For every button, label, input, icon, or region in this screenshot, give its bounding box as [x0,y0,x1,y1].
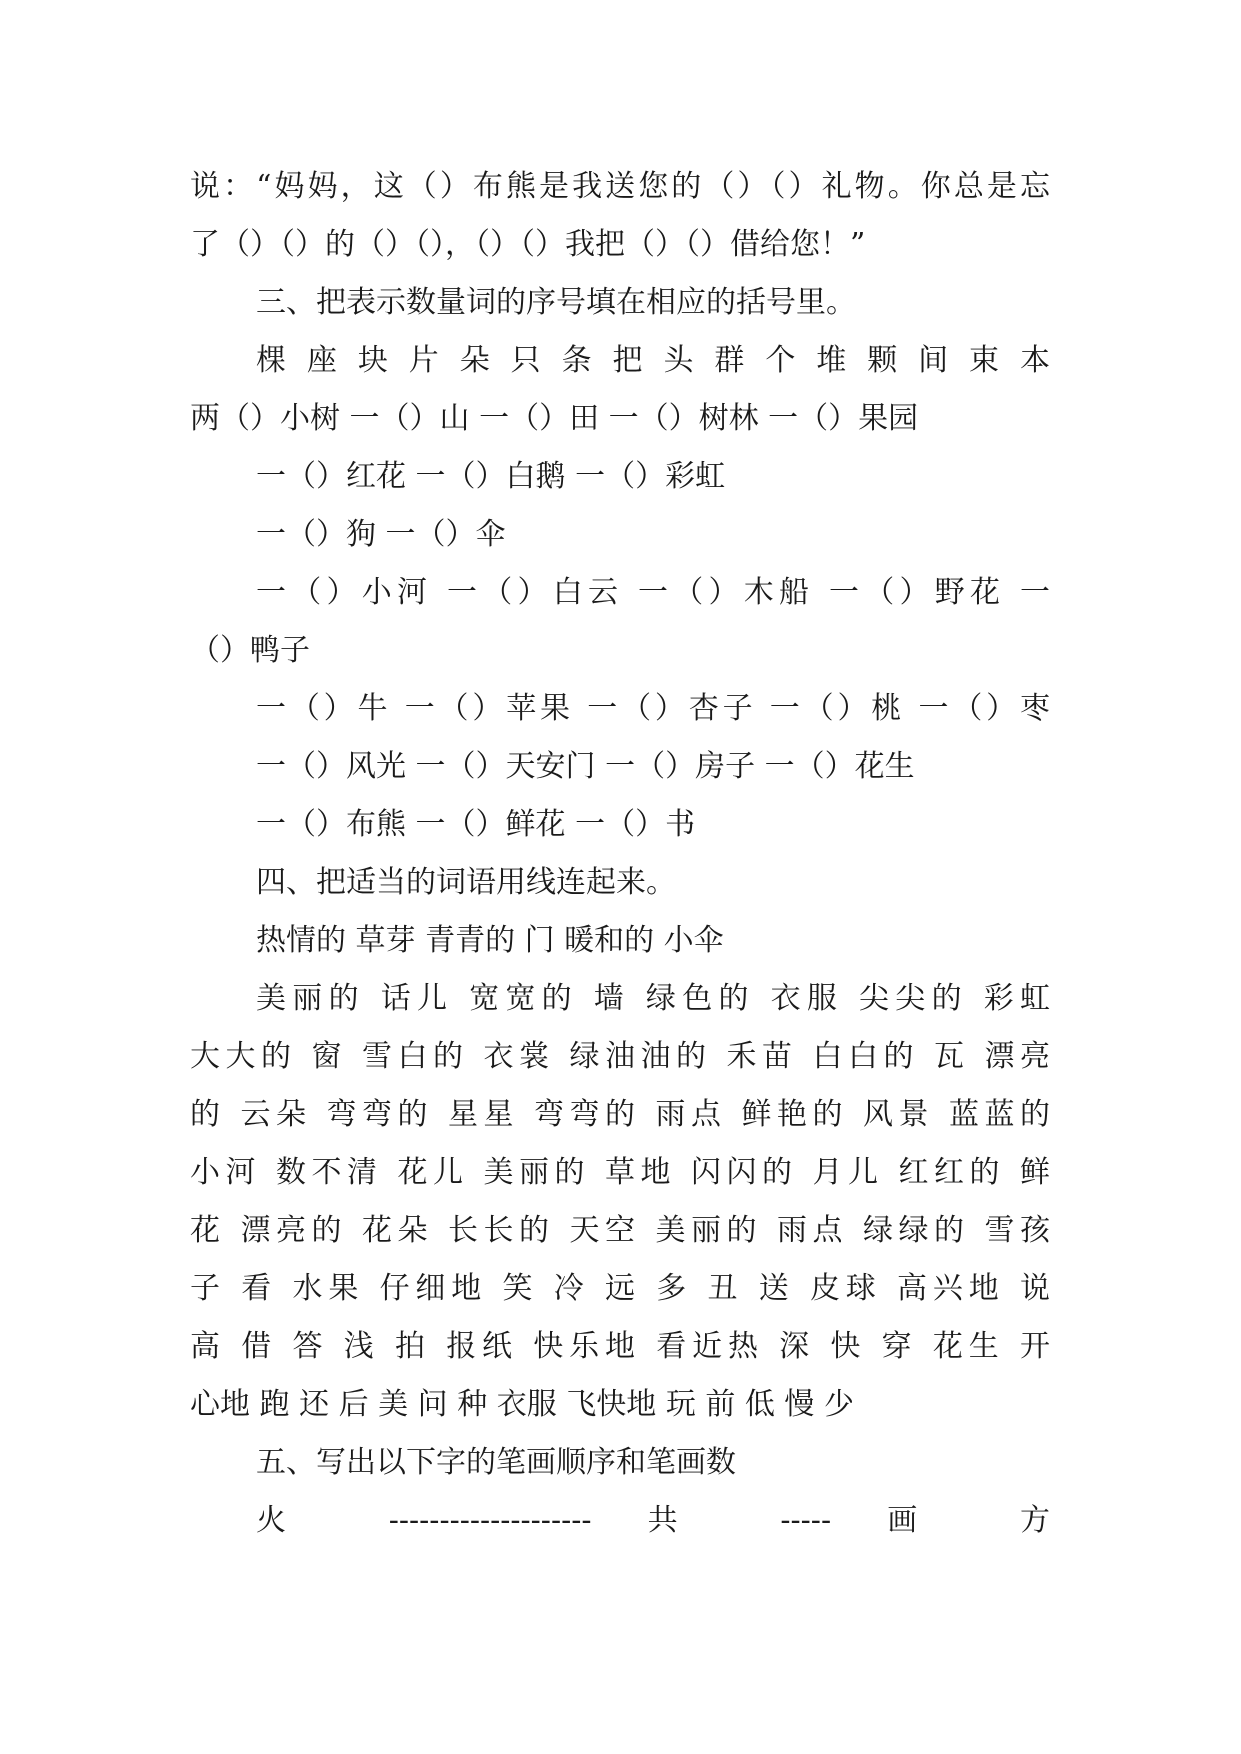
text-line: 高 借 答 浅 拍 报纸 快乐地 看近热 深 快 穿 花生 开 [190,1329,1050,1364]
text-line: 子 看 水果 仔细地 笑 冷 远 多 丑 送 皮球 高兴地 说 [190,1271,1050,1306]
text-line: 一（）风光 一（）天安门 一（）房子 一（）花生 [256,749,915,784]
section-heading: 三、把表示数量词的序号填在相应的括号里。 [256,285,856,320]
text-line: 两（）小树 一（）山 一（）田 一（）树林 一（）果园 [190,401,919,436]
text-line: 一（）布熊 一（）鲜花 一（）书 [256,807,696,842]
text-line: 花 漂亮的 花朵 长长的 天空 美丽的 雨点 绿绿的 雪孩 [190,1213,1050,1248]
section-heading: 四、把适当的词语用线连起来。 [256,865,676,900]
text-line: 棵 座 块 片 朵 只 条 把 头 群 个 堆 颗 间 束 本 [256,343,1050,378]
text-line: 一（）红花 一（）白鹅 一（）彩虹 [256,459,726,494]
text-line: 大大的 窗 雪白的 衣裳 绿油油的 禾苗 白白的 瓦 漂亮 [190,1039,1050,1074]
text-line: 美丽的 话儿 宽宽的 墙 绿色的 衣服 尖尖的 彩虹 [256,981,1050,1016]
text-line: （）鸭子 [190,633,310,668]
text-line: 说：“妈妈，这（）布熊是我送您的（）（）礼物。你总是忘 [190,169,1050,204]
text-line: 一（）小河 一（）白云 一（）木船 一（）野花 一 [256,575,1050,610]
text-line: 的 云朵 弯弯的 星星 弯弯的 雨点 鲜艳的 风景 蓝蓝的 [190,1097,1050,1132]
text-line: 了（）（）的（）（），（）（）我把（）（）借给您！” [190,227,866,262]
text-line: 一（）牛 一（）苹果 一（）杏子 一（）桃 一（）枣 [256,691,1050,726]
text-line: 小河 数不清 花儿 美丽的 草地 闪闪的 月儿 红红的 鲜 [190,1155,1050,1190]
text-line: 热情的 草芽 青青的 门 暖和的 小伞 [256,923,724,958]
document-page [190,158,1050,1550]
text-line: 火 -------------------- 共 ----- 画 方 [256,1503,1050,1538]
section-heading: 五、写出以下字的笔画顺序和笔画数 [256,1445,736,1480]
text-line: 心地 跑 还 后 美 问 种 衣服 飞快地 玩 前 低 慢 少 [190,1387,854,1422]
text-line: 一（）狗 一（）伞 [256,517,506,552]
